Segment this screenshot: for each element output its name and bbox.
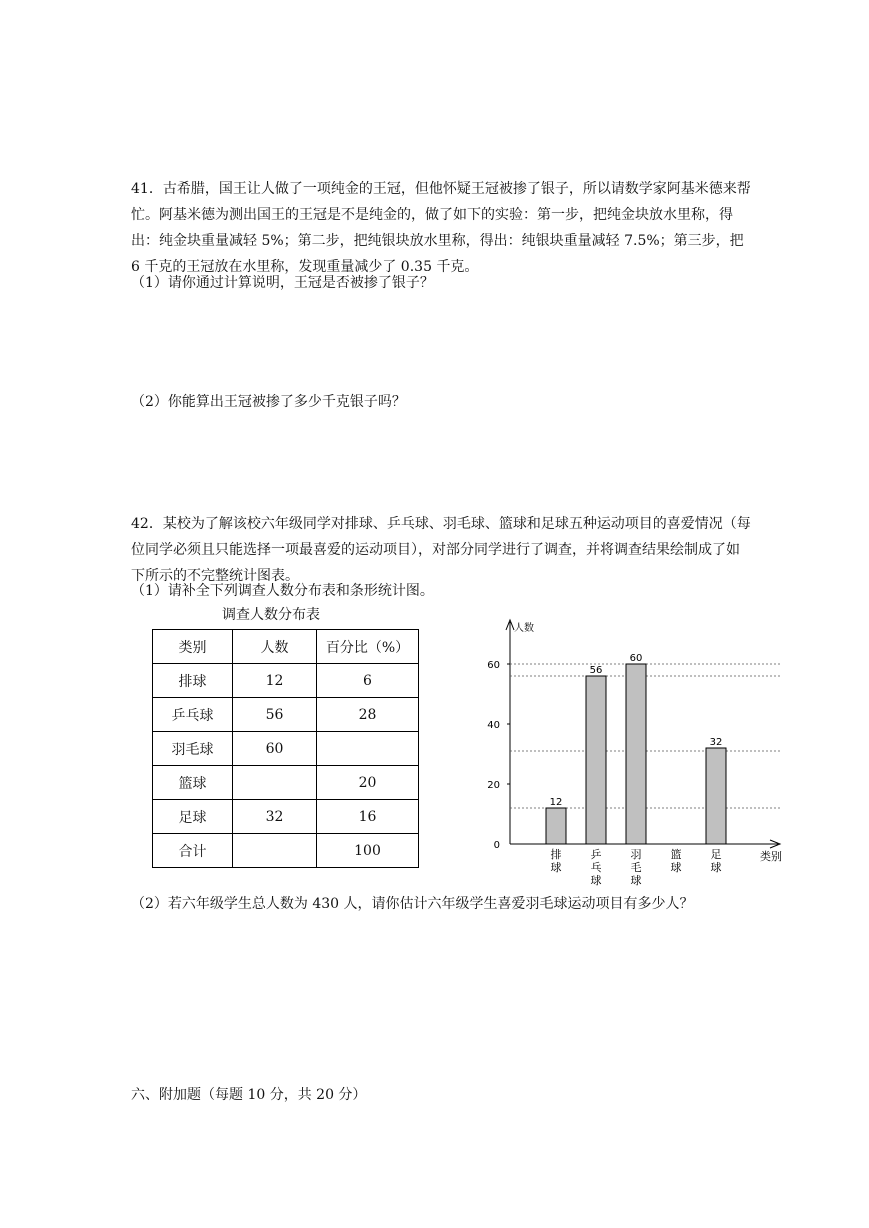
table-cell: 合计 <box>153 834 233 868</box>
bar-data-label: 32 <box>709 737 723 748</box>
category-label: 羽毛球 <box>630 848 642 887</box>
bar <box>626 664 646 844</box>
table-cell: 篮球 <box>153 766 233 800</box>
table-cell: 排球 <box>153 664 233 698</box>
table-cell: 6 <box>317 664 419 698</box>
table-cell: 20 <box>317 766 419 800</box>
category-label: 足球 <box>710 848 722 874</box>
q42-sub1: （1）请补全下列调查人数分布表和条形统计图。 <box>131 583 434 599</box>
table-cell: 60 <box>233 732 317 766</box>
table-row <box>153 834 419 868</box>
bar-chart <box>480 612 800 902</box>
q41-sub1: （1）请你通过计算说明，王冠是否被掺了银子？ <box>131 275 434 291</box>
table-row <box>153 732 419 766</box>
table-cell: 32 <box>233 800 317 834</box>
table-cell: 羽毛球 <box>153 732 233 766</box>
q42-sub2: （2）若六年级学生总人数为 430 人，请你估计六年级学生喜爱羽毛球运动项目有多少人？ <box>131 896 694 912</box>
y-tick-label: 0 <box>493 840 500 851</box>
table-cell: 16 <box>317 800 419 834</box>
table-row <box>153 766 419 800</box>
table-cell: 乒乓球 <box>153 698 233 732</box>
table-header-cell: 类别 <box>153 630 233 664</box>
table-cell: 100 <box>317 834 419 868</box>
table-header-cell: 人数 <box>233 630 317 664</box>
table-cell: 足球 <box>153 800 233 834</box>
category-label: 排球 <box>550 848 562 874</box>
table-row <box>153 800 419 834</box>
table-header-cell: 百分比（%） <box>317 630 419 664</box>
y-tick-label: 20 <box>487 780 500 791</box>
table-cell <box>317 732 419 766</box>
q41-text: 41．古希腊，国王让人做了一项纯金的王冠，但他怀疑王冠被掺了银子，所以请数学家阿基米德来帮忙。阿基米德为测出国王的王冠是不是纯金的，做了如下的实验：第一步，把纯金块放水里称，得出：纯金块重量减轻 5%；第二步，把纯银块放水里称，得出：纯银块重量减轻 7.5%；第三步，把 6 千克的王冠放在水里称，发现重量减少了 0.35 千克。 <box>131 181 751 275</box>
q42-text: 42．某校为了解该校六年级同学对排球、乒乓球、羽毛球、篮球和足球五种运动项目的喜爱情况（每位同学必须且只能选择一项最喜爱的运动项目），对部分同学进行了调查，并将调查结果绘制成了如下所示的不完整统计图表。 <box>131 516 751 584</box>
table-cell: 56 <box>233 698 317 732</box>
x-axis-label: 类别 <box>760 850 782 863</box>
y-tick-label: 60 <box>487 660 500 671</box>
category-label: 篮球 <box>670 848 682 874</box>
bar-data-label: 56 <box>589 665 603 676</box>
section6-title: 六、附加题（每题 10 分，共 20 分） <box>131 1087 367 1103</box>
q41-sub2: （2）你能算出王冠被掺了多少千克银子吗？ <box>131 394 406 410</box>
bar <box>546 808 566 844</box>
table-row <box>153 664 419 698</box>
table-cell: 28 <box>317 698 419 732</box>
table-header-row <box>153 630 419 664</box>
table-row <box>153 698 419 732</box>
table-cell <box>233 766 317 800</box>
bar <box>586 676 606 844</box>
y-tick-label: 40 <box>487 720 500 731</box>
distribution-table <box>152 629 419 868</box>
bar-data-label: 60 <box>629 653 643 664</box>
table-cell <box>233 834 317 868</box>
table-caption: 调查人数分布表 <box>222 607 320 623</box>
table-cell: 12 <box>233 664 317 698</box>
bar <box>706 748 726 844</box>
y-axis-label: 人数 <box>514 623 534 634</box>
bar-data-label: 12 <box>549 797 563 808</box>
category-label: 乒乓球 <box>590 848 602 887</box>
